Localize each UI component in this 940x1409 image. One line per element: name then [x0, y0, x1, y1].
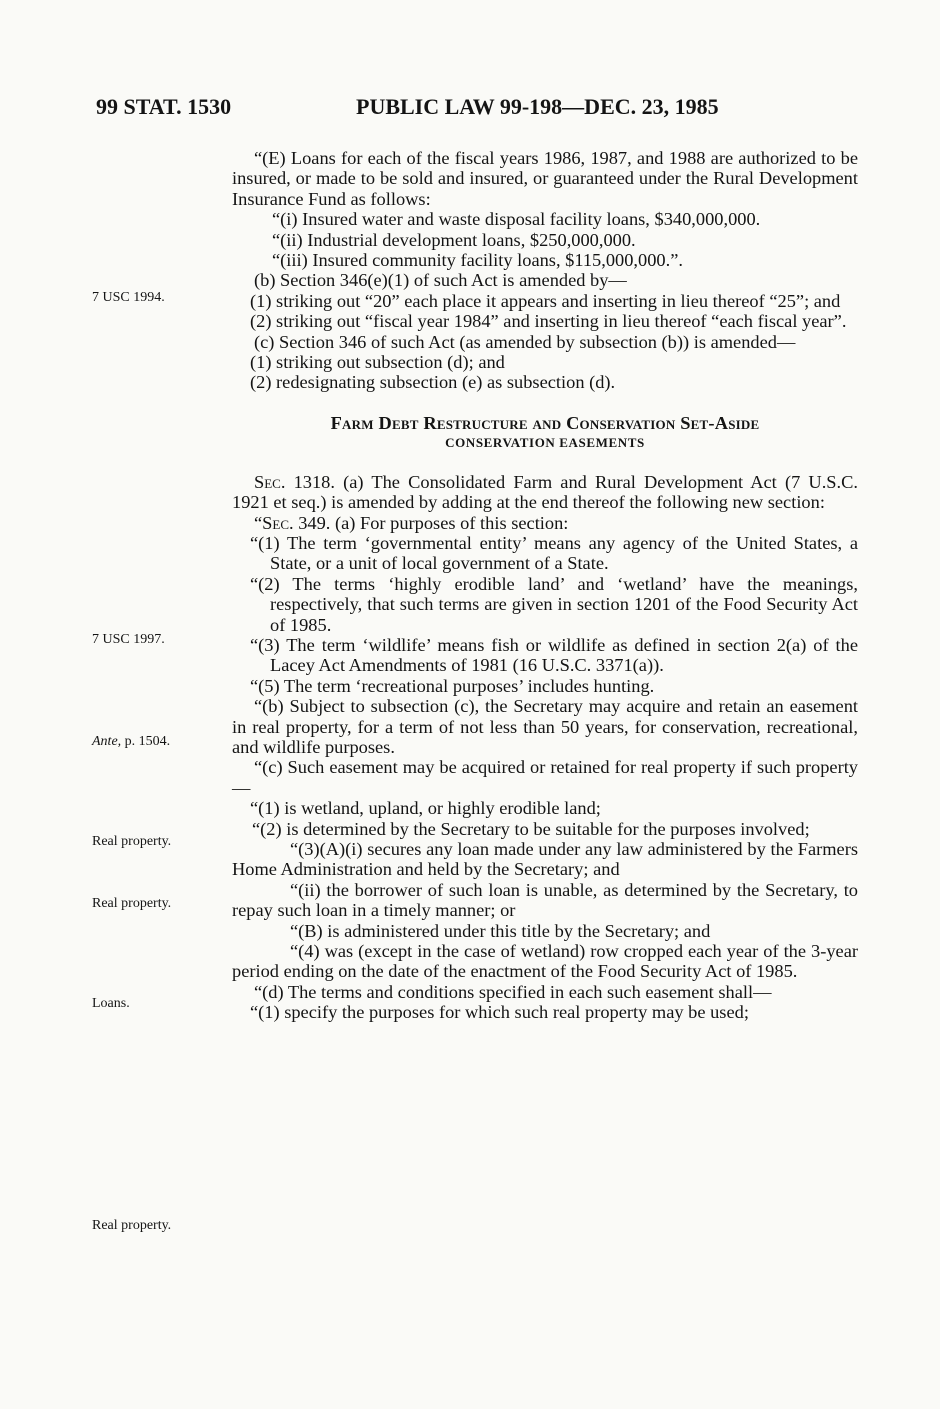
margin-note-ante — [92, 734, 170, 750]
running-title: PUBLIC LAW 99-198—DEC. 23, 1985 — [356, 94, 719, 119]
subsection-349-c-1: “(1) is wetland, upland, or highly erodible land; — [250, 798, 601, 819]
definition-3: “(3) The term ‘wildlife’ means fish or wildlife as defined in section 2(a) of the Lacey Act Amendments of 1981 (16 U.S.C. 3371(a)). — [250, 634, 858, 676]
clause-e-ii: “(ii) Industrial development loans, $250,000,000. — [272, 229, 636, 250]
open-quote: “ — [254, 512, 263, 533]
subsection-349-d: “(d) The terms and conditions specified in each such easement shall— — [254, 981, 772, 1002]
margin-note-loans: Loans. — [92, 996, 130, 1011]
sec-1318-text: 1318. (a) The Consolidated Farm and Rural Development Act (7 U.S.C. 1921 et seq.) is amended by adding at the end thereof the following new section: — [232, 471, 858, 513]
subsection-349-c-3: “(3)(A)(i) secures any loan made under any law administered by the Farmers Home Administration and held by the Secretary; and — [232, 839, 858, 880]
subsection-b-2: (2) striking out “fiscal year 1984” and inserting in lieu thereof “each fiscal year”. — [250, 311, 847, 332]
margin-note-real-property: Real property. — [92, 834, 172, 849]
margin-note-ante-page: p. 1504. — [121, 734, 171, 749]
subsection-349-c-3-b: “(B) is administered under this title by the Secretary; and — [290, 920, 711, 941]
clause-e-iii: “(iii) Insured community facility loans, $115,000,000.”. — [272, 250, 683, 271]
margin-note-real-property: Real property. — [92, 1218, 172, 1233]
subsection-349-c: “(c) Such easement may be acquired or retained for real property if such property— — [232, 757, 858, 798]
subsection-c-2: (2) redesignating subsection (e) as subsection (d). — [250, 372, 616, 393]
margin-note-real-property: Real property. — [92, 896, 172, 911]
statute-page-number: 99 STAT. 1530 — [96, 94, 232, 119]
subsection-b: (b) Section 346(e)(1) of such Act is amended by— — [254, 270, 627, 291]
definition-2: “(2) The terms ‘highly erodible land’ and ‘wetland’ have the meanings, respectively, that such terms are given in section 1201 of the Food Security Act of 1985. — [250, 573, 858, 635]
section-349 — [232, 513, 858, 533]
sec-label: Sec. — [254, 471, 286, 492]
definition-5: “(5) The term ‘recreational purposes’ includes hunting. — [250, 675, 655, 696]
definition-1: “(1) The term ‘governmental entity’ means any agency of the United States, a State, or a unit of local government of a State. — [250, 532, 858, 574]
section-1318 — [232, 472, 858, 513]
page-header — [0, 94, 940, 124]
subsection-349-c-3-ii: “(ii) the borrower of such loan is unable, as determined by the Secretary, to repay such loan in a timely manner; or — [232, 879, 858, 921]
sec-label: Sec. — [262, 512, 294, 533]
margin-note-ante-italic: Ante, — [92, 734, 122, 749]
subsection-349-d-1: “(1) specify the purposes for which such real property may be used; — [250, 1002, 749, 1023]
sec-349-text: 349. (a) For purposes of this section: — [293, 512, 569, 533]
subsection-c: (c) Section 346 of such Act (as amended by subsection (b)) is amended— — [254, 331, 796, 352]
subsection-349-b: “(b) Subject to subsection (c), the Secretary may acquire and retain an easement in real property, for a term of not less than 50 years, for conservation, recreational, and wildlife purposes. — [232, 696, 858, 757]
subsection-349-c-2: “(2) is determined by the Secretary to be suitable for the purposes involved; — [252, 818, 810, 839]
paragraph-e: “(E) Loans for each of the fiscal years 1986, 1987, and 1988 are authorized to be insured, or made to be sold and insured, or guaranteed under the Rural Development Insurance Fund as follows: — [232, 148, 858, 209]
section-subheading: CONSERVATION EASEMENTS — [445, 435, 645, 451]
margin-note-usc-1997: 7 USC 1997. — [92, 632, 165, 647]
subsection-349-c-4: “(4) was (except in the case of wetland) row cropped each year of the 3-year period ending on the date of the enactment of the Food Security Act of 1985. — [232, 941, 858, 982]
clause-e-i: “(i) Insured water and waste disposal facility loans, $340,000,000. — [272, 209, 761, 230]
subsection-b-1: (1) striking out “20” each place it appears and inserting in lieu thereof “25”; and — [250, 290, 841, 311]
margin-note-usc-1994: 7 USC 1994. — [92, 290, 165, 305]
section-heading: Farm Debt Restructure and Conservation Set-Aside — [330, 412, 760, 433]
statute-body — [232, 148, 858, 1023]
subsection-c-1: (1) striking out subsection (d); and — [250, 352, 505, 373]
